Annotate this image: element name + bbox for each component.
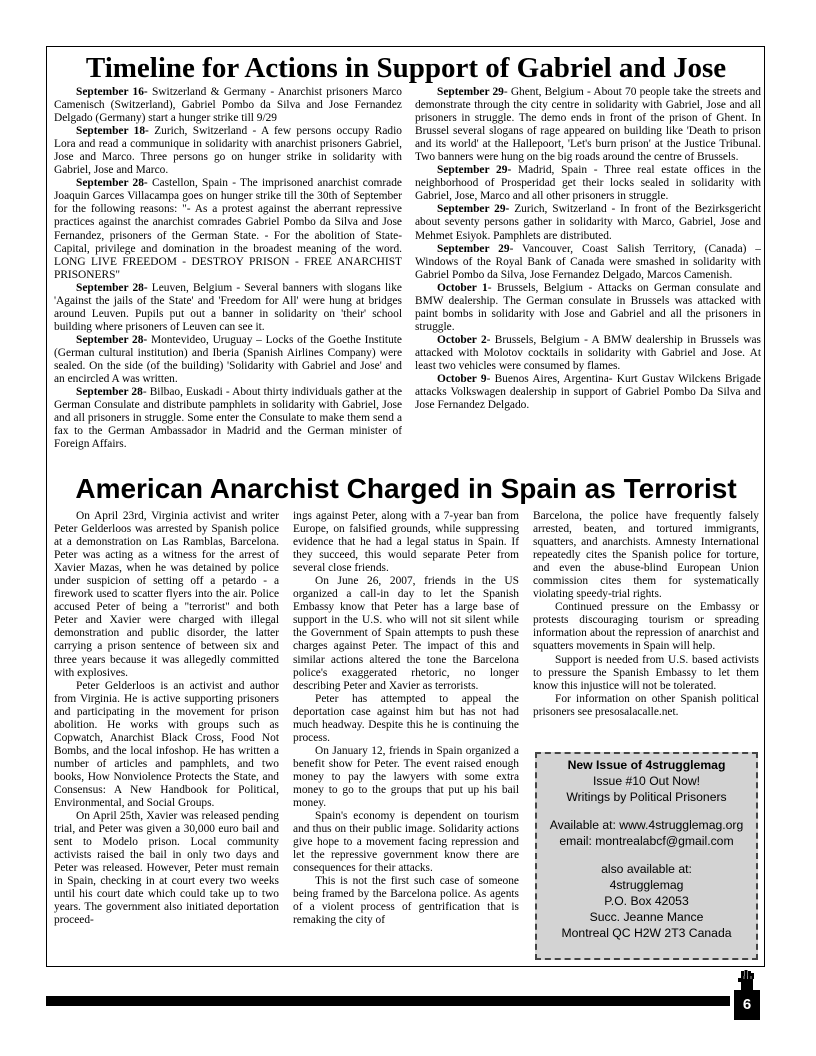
ad-line: 4strugglemag — [609, 878, 684, 892]
article-paragraph: On April 25th, Xavier was released pending trial, and Peter was given a 30,000 euro bail and sent to Modelo prison. Local community activists raised the bail in only two days and Peter was released. However, Peter must remain in Spain, checking in at court every two weeks until his court date which could take up to two years. The government also initiated deportation proceed- — [54, 810, 279, 927]
article-paragraph: On January 12, friends in Spain organized a benefit show for Peter. The event raised enough money to pay the lawyers with some extra money to go to the groups that put up his bail money. — [293, 744, 519, 810]
magazine-ad-box — [535, 752, 758, 960]
ad-email[interactable]: email: montrealabcf@gmail.com — [559, 834, 734, 848]
article-paragraph: On June 26, 2007, friends in the US organized a call-in day to let the Spanish Embassy know that Peter has a large base of support in the U.S. who will not sit silent while the Government of Spain attempts to push these charges against Peter. The impact of this and similar actions altered the tone the Barcelona police's exaggerated rhetoric, no longer describing Peter and Xavier as terrorists. — [293, 575, 519, 692]
ad-heading: New Issue of 4strugglemag — [567, 758, 726, 772]
timeline-column-right — [415, 86, 761, 461]
article-paragraph: Peter has attempted to appeal the deportation case against him but has not had much headway. Despite this he is continuing the process. — [293, 692, 519, 744]
timeline-entry: October 2- Brussels, Belgium - A BMW dealership in Brussels was attacked with Molotov cocktails in solidarity with Gabriel and Jose. At least two vehicles were consumed by flames. — [415, 333, 761, 372]
timeline-entry: September 18- Zurich, Switzerland - A few persons occupy Radio Lora and read a communique in solidarity with anarchist prisoners Gabriel, Jose and Marco. Three persons go on hunger strike in solidarity with Gabriel, Jose and Marco. — [54, 125, 402, 177]
article-paragraph: Peter Gelderloos is an activist and author from Virginia. He is active supporting prisoners and participating in the movement for prison abolition. He works with groups such as Copwatch, Anarchist Black Cross, Food Not Bombs, and the local infoshop. He has written a number of articles and pamphlets, and two books, How Nonviolence Protects the State, and Consensus: A New Handbook for Political, Environmental, and Social Groups. — [54, 679, 279, 810]
timeline-entry: September 28- Castellon, Spain - The imprisoned anarchist comrade Joaquin Garces Villacampa goes on hunger strike till the 30th of September for the following reasons: "- As a protest against the aberrant repressive practices against the anarchist comrades Gabriel Pombo da Silva and Jose Fernandez, prisoners of the German State. - For the abolition of State-Capital, privilege and domination in the broadest meaning of the word. LONG LIVE FREEDOM - DESTROY PRISON - FREE ANARCHIST PRISONERS" — [54, 177, 402, 281]
article-paragraph: For information on other Spanish political prisoners see presosalacalle.net. — [533, 692, 759, 718]
article-paragraph: ings against Peter, along with a 7-year ban from Europe, on falsified grounds, while suppressing evidence that he had a legal status in Spain. If they succeed, this would separate Peter from several close friends. — [293, 510, 519, 575]
ad-line: Montreal QC H2W 2T3 Canada — [561, 926, 732, 940]
ad-website[interactable]: Available at: www.4strugglemag.org — [549, 818, 744, 832]
raised-fist-icon — [738, 970, 756, 990]
ad-line: Issue #10 Out Now! — [592, 774, 701, 788]
article-paragraph: Support is needed from U.S. based activists to pressure the Spanish Embassy to let them know this injustice will not be tolerated. — [533, 653, 759, 692]
timeline-entry: September 29- Ghent, Belgium - About 70 people take the streets and demonstrate through the city centre in solidarity with Gabriel, Jose and all prisoners in struggle. The demo ends in front of the prison of Ghent. In Brussel several slogans of rage appeared on building like 'Death to prison and its world' at the Hallepoort, 'Let's burn prison' at the Justice Tribunal. Two banners were hung on the big roads around the centre of Brussels. — [415, 86, 761, 164]
timeline-title: Timeline for Actions in Support of Gabriel and Jose — [85, 52, 727, 84]
timeline-entry: September 28- Leuven, Belgium - Several banners with slogans like 'Against the jails of the State' and 'Freedom for All' were hung at bridges around Leuven. Pupils put out a banner in solidarity on 'their' school building where prisoners of Leuven can see it. — [54, 281, 402, 333]
article-column-2 — [293, 510, 519, 965]
article-column-3 — [533, 510, 759, 750]
ad-line: also available at: — [601, 862, 692, 876]
timeline-entry: September 29- Madrid, Spain - Three real estate offices in the neighborhood of Prosperidad get their locks sealed in solidarity with Gabriel, Jose, Marco and all other prisoners in struggle. — [415, 164, 761, 203]
timeline-entry: October 1- Brussels, Belgium - Attacks on German consulate and BMW dealership. The German consulate in Brussels was attacked with paint bombs in solidarity with Jose and Gabriel and all the prisoners in struggle. — [415, 281, 761, 333]
timeline-entry: September 29- Zurich, Switzerland - In front of the Bezirksgericht about seventy persons gather in solidarity with Marco, Gabriel, Jose and Mehmet Esiyok. Pamphlets are distributed. — [415, 203, 761, 242]
timeline-entry: September 28- Bilbao, Euskadi - About thirty individuals gather at the German Consulate and distribute pamphlets in solidarity with Gabriel, Jose and all prisoners in struggle. Some enter the Consulate to make them send a fax to the German Ambassador in Madrid and the German minister of Foreign Affairs. — [54, 386, 402, 451]
ad-line: Succ. Jeanne Mance — [589, 910, 704, 924]
article-paragraph: On April 23rd, Virginia activist and writer Peter Gelderloos was arrested by Spanish police at a demonstration on Las Ramblas, Barcelona. Peter was acting as a witness for the arrest of Xavier Mazas, when he was detained by police under suspicion of setting off a petardo - a firework used to scatter flyers into the air. Police accused Peter of being a "terrorist" and both Peter and Xavier were charged with illegal demonstration and public disorder, the latter carrying a prison sentence of between six and three years because it was allegedly committed with explosives. — [54, 510, 279, 679]
page-number: 6 — [734, 990, 760, 1020]
footer-bar — [46, 996, 730, 1006]
ad-line: P.O. Box 42053 — [604, 894, 689, 908]
article-paragraph: Spain's economy is dependent on tourism and thus on their public image. Solidarity actions give hope to a movement facing repression and let the repressive government know there are consequences for their attacks. — [293, 810, 519, 875]
article-paragraph: Barcelona, the police have frequently falsely arrested, beaten, and tortured immigrants, squatters, and anarchists. Amnesty International repeatedly cites the Spanish police for torture, and even the abuse-blind European Union commission cites them for systematically violating speedy-trial rights. — [533, 510, 759, 601]
timeline-entry: September 28- Montevideo, Uruguay – Locks of the Goethe Institute (German cultural institution) and Iberia (Spanish Airlines Company) were sealed. On the side (of the building) 'Solidarity with Gabriel and Jose' and an encircled A was written. — [54, 333, 402, 386]
ad-line: Writings by Political Prisoners — [566, 790, 727, 804]
article-title: American Anarchist Charged in Spain as Terrorist — [75, 473, 737, 504]
article-paragraph: Continued pressure on the Embassy or protests discouraging tourism or spreading information about the repression of anarchist and squatters movements in Spain will help. — [533, 601, 759, 653]
article-column-1 — [54, 510, 279, 965]
timeline-entry: September 16- Switzerland & Germany - Anarchist prisoners Marco Camenisch (Switzerland), Gabriel Pombo da Silva and Jose Fernandez Delgado (Germany) start a hunger strike till 9/29 — [54, 86, 402, 125]
article-paragraph: This is not the first such case of someone being framed by the Barcelona police. As agents of a violent process of gentrification that is remaking the city of — [293, 875, 519, 927]
timeline-column-left — [54, 86, 402, 471]
timeline-entry: September 29- Vancouver, Coast Salish Territory, (Canada) – Windows of the Royal Bank of Canada were smashed in solidarity with Gabriel Pombo da Silva, Jose Fernandez Delgado, Marcos Camenish. — [415, 242, 761, 281]
timeline-entry: October 9- Buenos Aires, Argentina- Kurt Gustav Wilckens Brigade attacks Volkswagen dealership in support of Gabriel Pombo Da Silva and Jose Fernandez Delgado. — [415, 373, 761, 412]
